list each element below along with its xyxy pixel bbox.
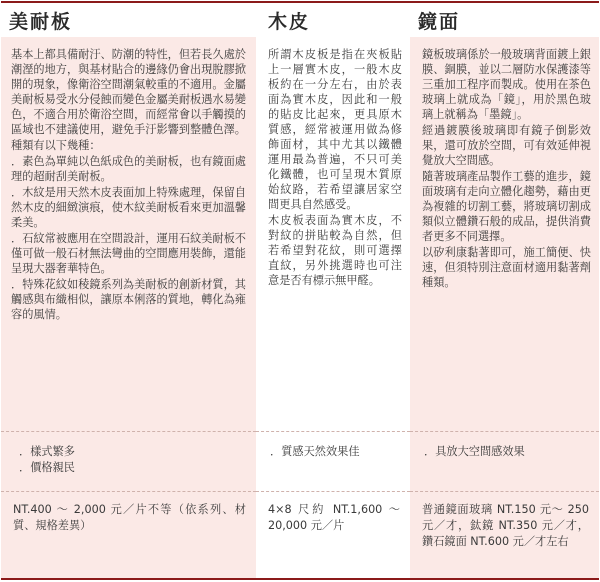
mirror-description	[410, 37, 599, 431]
wood-veneer-features	[256, 431, 410, 491]
mirror-features	[410, 431, 599, 491]
wood-feature-item: ．質感天然效果佳	[270, 445, 360, 458]
formica-price: NT.400 ～ 2,000 元／片不等（依系列、材質、規格差異）	[1, 491, 256, 580]
wood-desc-para: 木皮板表面為實木皮，不對紋的拼貼較為自然，但若希望對花紋，則可選擇直紋，另外挑選時也可注意是否有標示無甲醛。	[268, 214, 402, 287]
mirror-desc-para: 隨著玻璃產品製作工藝的進步，鏡面玻璃有走向立體化趨勢，藉由更為複雜的切割工藝，將玻璃切割成類似立體鑽石般的成品，提供消費者更多不同選擇。	[422, 170, 591, 243]
formica-desc-para: 基本上都具備耐汙、防潮的特性，但若長久處於潮溼的地方，與基材貼合的邊緣仍會出現脫膠掀開的現象，像衛浴空間潮氣較重的不適用。金屬美耐板易受水分侵蝕而變色金屬美耐板遇水易變色，不適合用於衛浴空間，而經常會以手觸摸的區域也不建議使用，避免手汙影響到整體色澤。	[11, 48, 246, 136]
formica-desc-para: ．木紋是用天然木皮表面加上特殊處理，保留自然木皮的細緻演痕，使木紋美耐板看來更加溫馨柔美。	[11, 186, 246, 229]
wood-desc-para: 所謂木皮板是指在夾板貼上一層實木皮，一般木皮板約在一分左右，由於表面為實木皮，因此和一般的貼皮比起來，更具原木質感，經常被運用做為修飾面材，其中尤其以鐵體運用最為普遍，不只可美化鐵體，也可呈現木質原始紋路，若希望讓居家空間更具自然感受。	[268, 48, 402, 211]
formica-description	[1, 37, 256, 431]
formica-feature-item: ．樣式繁多	[19, 445, 75, 458]
header-wood-veneer: 木皮	[256, 1, 410, 37]
formica-desc-para: ．石紋常被應用在空間設計，運用石紋美耐板不僅可做一般石材無法彎曲的空間應用裝飾，還能呈現大器奢華特色。	[11, 232, 246, 275]
formica-desc-para: ．特殊花紋如稜鏡系列為美耐板的創新材質，其觸感與布織相似，讓原本俐落的質地，轉化為雍容的風情。	[11, 278, 246, 321]
header-mirror: 鏡面	[410, 1, 599, 37]
formica-desc-para: ．素色為單純以色紙成色的美耐板，也有鏡面處理的超耐刮美耐板。	[11, 155, 246, 183]
formica-features	[1, 431, 256, 491]
comparison-table	[1, 1, 599, 580]
mirror-desc-para: 鏡板玻璃係於一般玻璃背面鍍上銀膜、銅膜，並以二層防水保護漆等三重加工程序而製成。使用在茶色玻璃上就成為「鏡」，用於黑色玻璃上就稱為「墨鏡」。	[422, 48, 591, 121]
wood-veneer-description	[256, 37, 410, 431]
mirror-price: 普通鏡面玻璃 NT.150 元～ 250 元／才，鈦鏡 NT.350 元／才，鑽石鏡面 NT.600 元／才左右	[410, 491, 599, 580]
header-formica: 美耐板	[1, 1, 256, 37]
mirror-feature-item: ．具放大空間感效果	[424, 445, 525, 458]
formica-feature-item: ．價格親民	[19, 461, 75, 474]
formica-desc-para: 種類有以下幾種：	[11, 139, 101, 152]
mirror-desc-para: 以矽利康黏著即可，施工簡便、快速，但須特別注意面材適用黏著劑種類。	[422, 246, 591, 289]
wood-veneer-price: 4×8 尺約 NT.1,600 ～ 20,000 元／片	[256, 491, 410, 580]
mirror-desc-para: 經過鍍膜後玻璃即有鏡子倒影效果，還可放於空間，可有效延伸視覺放大空間感。	[422, 124, 591, 167]
